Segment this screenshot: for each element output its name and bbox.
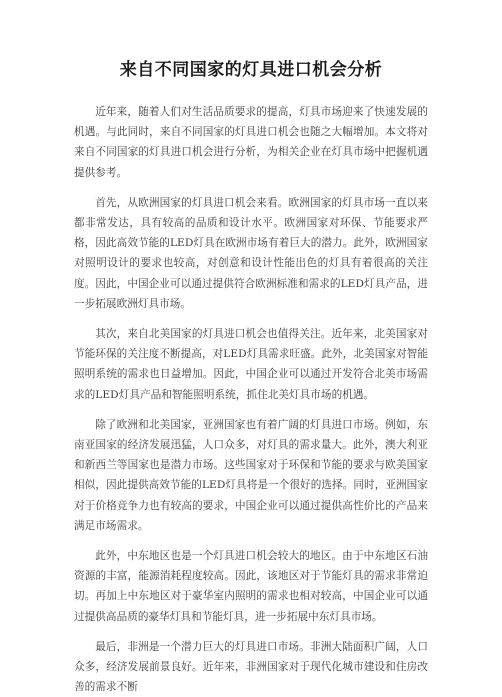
paragraph-europe: 首先，从欧洲国家的灯具进口机会来看。欧洲国家的灯具市场一直以来都非常发达，具有较高的品质和设计水平。欧洲国家对环保、节能要求严格，因此高效节能的LED灯具在欧洲市场有着巨大的潜力。此外，欧洲国家对照明设计的要求也较高，对创意和设计性能出色的灯具有着很高的关注度。因此，中国企业可以通过提供符合欧洲标准和需求的LED灯具产品，进一步拓展欧洲灯具市场。 xyxy=(74,196,428,310)
paragraph-intro: 近年来，随着人们对生活品质要求的提高，灯具市场迎来了快速发展的机遇。与此同时，来自不同国家的灯具进口机会也随之大幅增加。本文将对来自不同国家的灯具进口机会进行分析，为相关企业在灯具市场中把握机遇提供参考。 xyxy=(74,106,428,179)
paragraph-africa: 最后，非洲是一个潜力巨大的灯具进口市场。非洲大陆面积广阔，人口众多，经济发展前景良好。近年来，非洲国家对于现代化城市建设和住房改善的需求不断 xyxy=(74,640,428,694)
paragraph-north-america: 其次，来自北美国家的灯具进口机会也值得关注。近年来，北美国家对节能环保的关注度不断提高，对LED灯具需求旺盛。此外，北美国家对智能照明系统的需求也日益增加。因此，中国企业可以通过开发符合北美市场需求的LED灯具产品和智能照明系统，抓住北美灯具市场的机遇。 xyxy=(74,328,428,401)
document-body xyxy=(74,102,428,697)
document-title: 来自不同国家的灯具进口机会分析 xyxy=(119,60,383,80)
paragraph-asia: 除了欧洲和北美国家，亚洲国家也有着广阔的灯具进口市场。例如，东南亚国家的经济发展迅猛，人口众多，对灯具的需求量大。此外，澳大利亚和新西兰等国家也是潜力市场。这些国家对于环保和节能的要求与欧美国家相似，因此提供高效节能的LED灯具将是一个很好的选择。同时，亚洲国家对于价格竞争力也有较高的要求，中国企业可以通过提供高性价比的产品来满足市场需求。 xyxy=(74,418,428,532)
paragraph-middle-east: 此外，中东地区也是一个灯具进口机会较大的地区。由于中东地区石油资源的丰富，能源消耗程度较高。因此，该地区对于节能灯具的需求非常迫切。再加上中东地区对于豪华室内照明的需求也相对较高，中国企业可以通过提供高品质的豪华灯具和节能灯具，进一步拓展中东灯具市场。 xyxy=(74,550,428,623)
